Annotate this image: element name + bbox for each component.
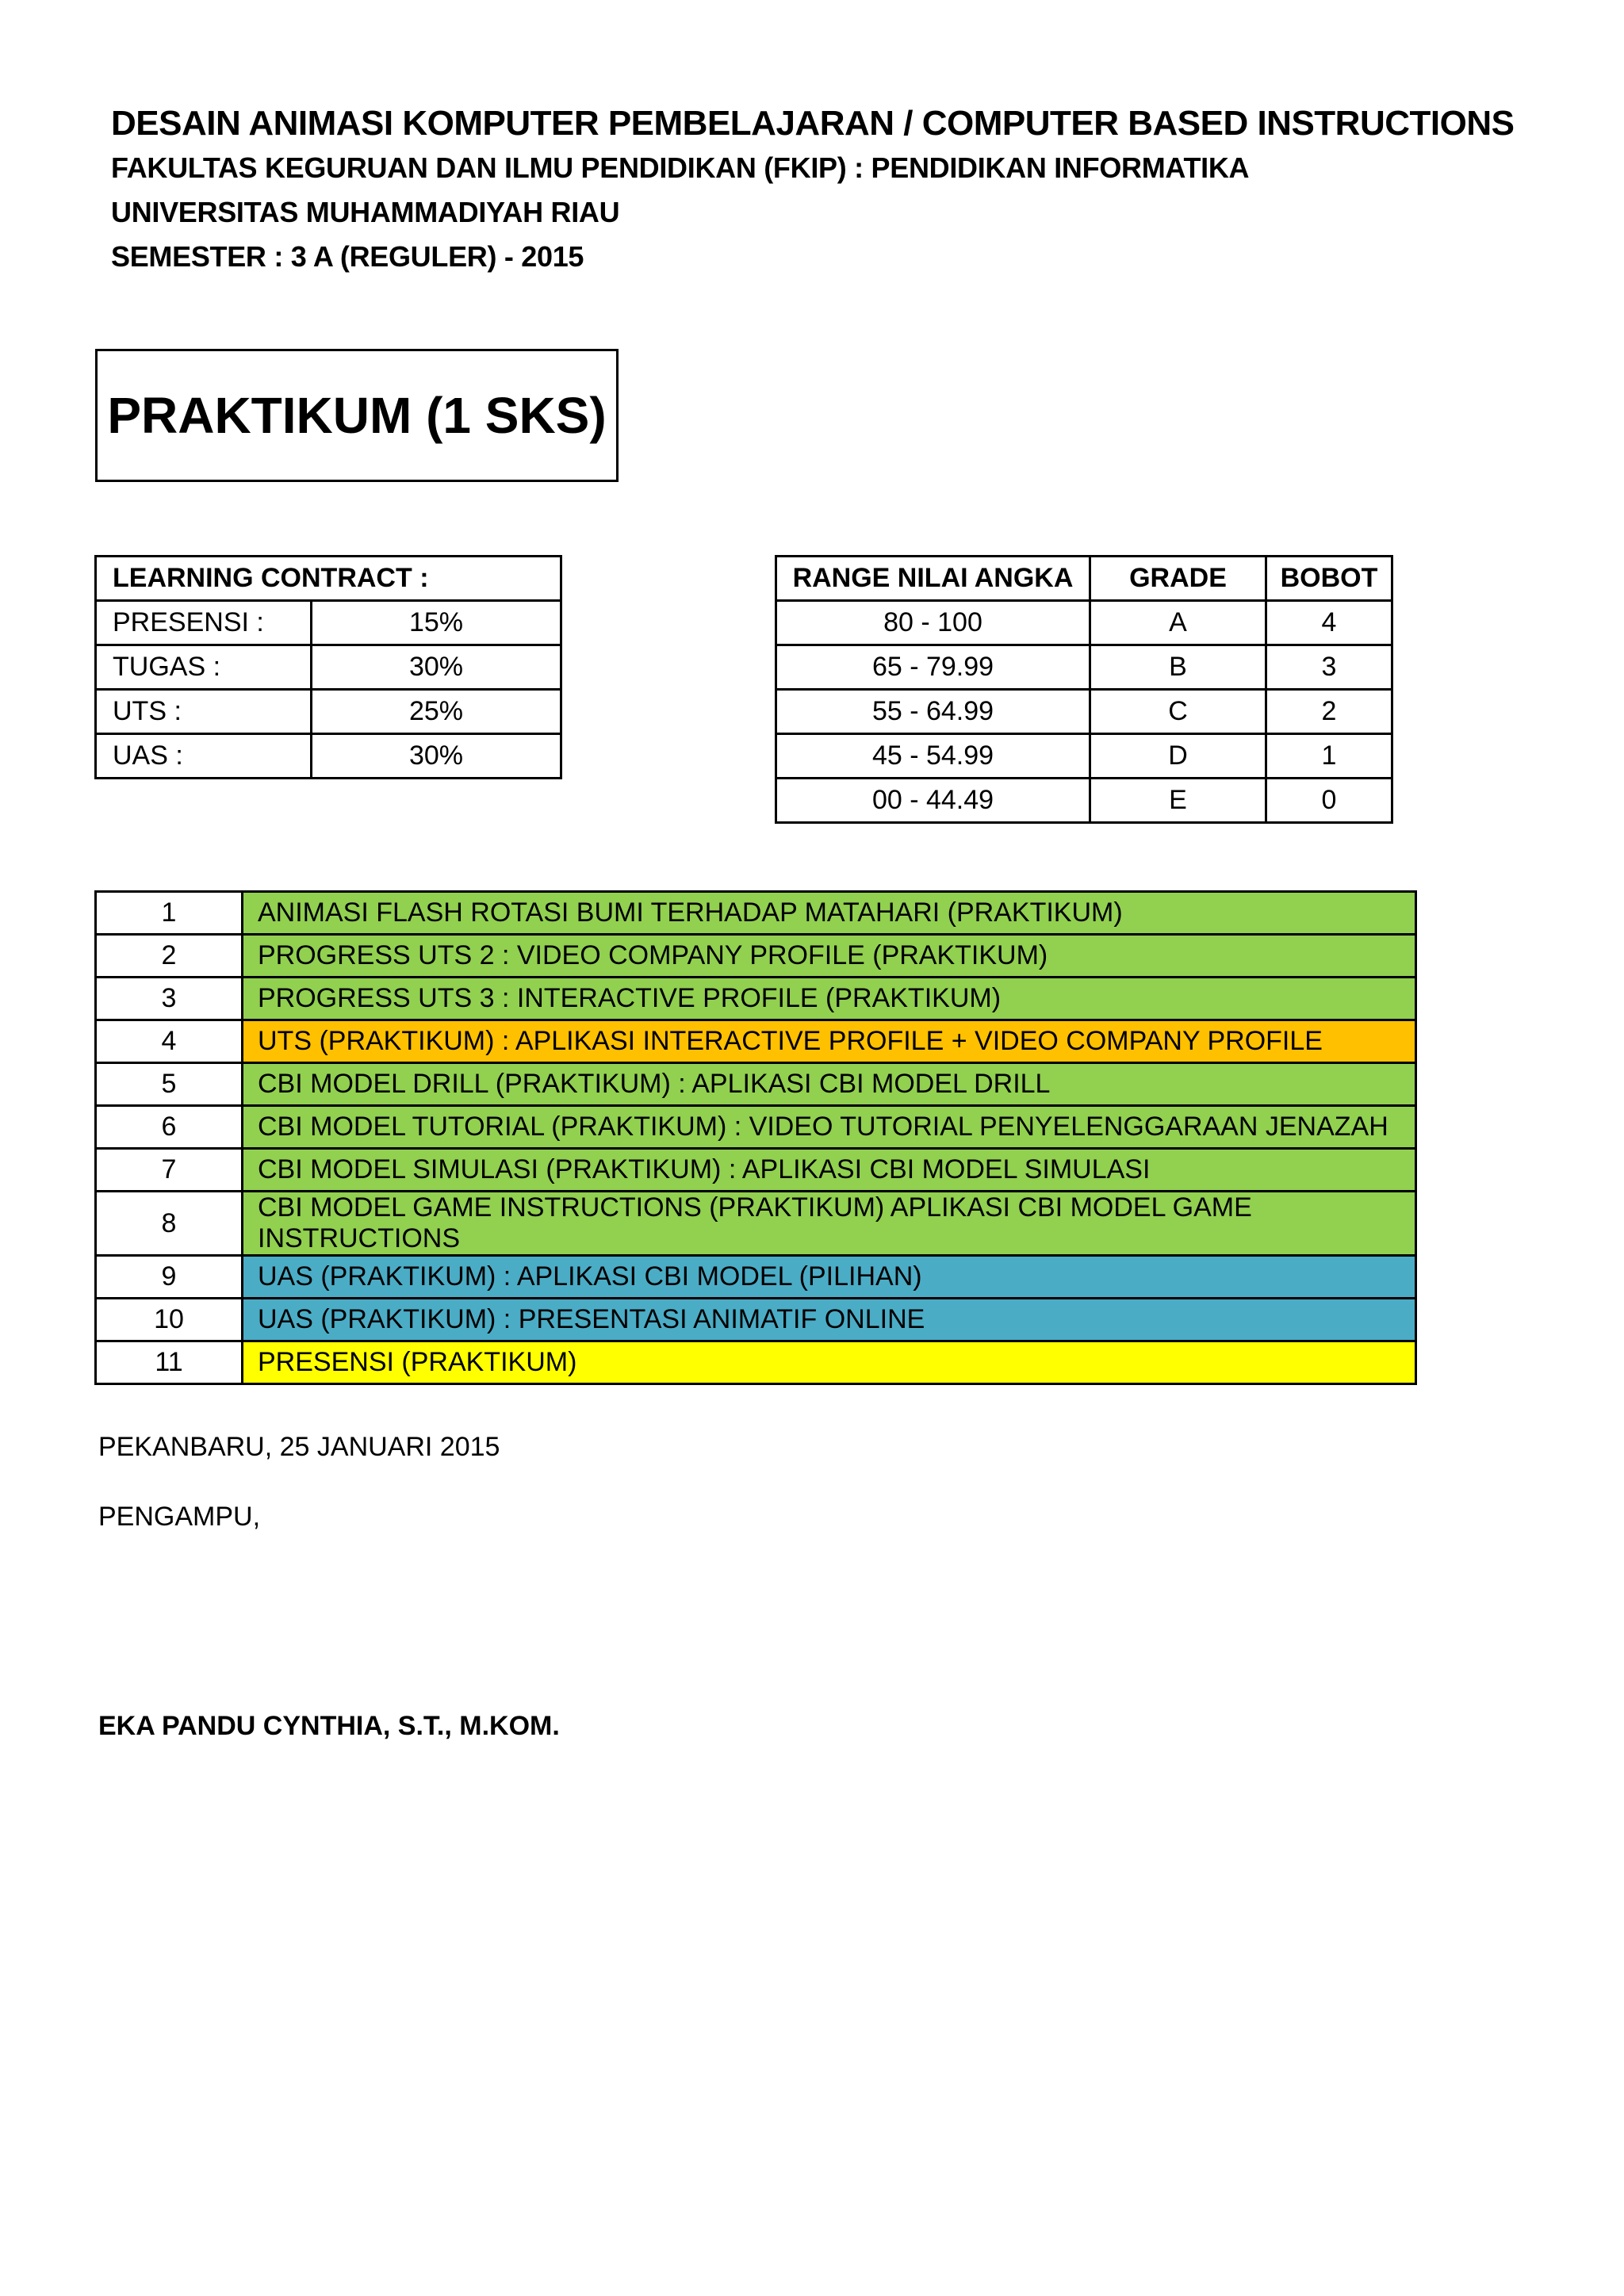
schedule-number: 7	[96, 1149, 243, 1192]
range-cell: 00 - 44.49	[776, 779, 1090, 823]
contract-value: 25%	[312, 690, 561, 734]
schedule-row	[96, 1020, 1416, 1063]
schedule-table	[94, 890, 1417, 1385]
bobot-header: BOBOT	[1266, 557, 1392, 601]
signature-title: PENGAMPU,	[98, 1502, 261, 1532]
schedule-row	[96, 1341, 1416, 1384]
range-cell: 65 - 79.99	[776, 645, 1090, 690]
university-line: UNIVERSITAS MUHAMMADIYAH RIAU	[111, 196, 620, 228]
praktikum-title-box	[95, 349, 619, 482]
range-cell: 55 - 64.99	[776, 690, 1090, 734]
praktikum-title: PRAKTIKUM (1 SKS)	[107, 387, 607, 444]
schedule-description: CBI MODEL GAME INSTRUCTIONS (PRAKTIKUM) APLIKASI CBI MODEL GAME INSTRUCTIONS	[243, 1192, 1416, 1256]
learning-contract-table	[94, 555, 562, 779]
contract-value: 30%	[312, 734, 561, 779]
schedule-description: ANIMASI FLASH ROTASI BUMI TERHADAP MATAHARI (PRAKTIKUM)	[243, 892, 1416, 935]
schedule-number: 1	[96, 892, 243, 935]
schedule-number: 2	[96, 935, 243, 978]
faculty-line: FAKULTAS KEGURUAN DAN ILMU PENDIDIKAN (FKIP) : PENDIDIKAN INFORMATIKA	[111, 151, 1250, 184]
schedule-description: UAS (PRAKTIKUM) : PRESENTASI ANIMATIF ONLINE	[243, 1299, 1416, 1341]
document-header	[111, 101, 1514, 279]
schedule-number: 3	[96, 978, 243, 1020]
grading-table	[775, 555, 1393, 824]
contract-label: PRESENSI :	[96, 601, 312, 645]
bobot-cell: 1	[1266, 734, 1392, 779]
grading-row	[776, 734, 1392, 779]
schedule-description: PROGRESS UTS 2 : VIDEO COMPANY PROFILE (PRAKTIKUM)	[243, 935, 1416, 978]
schedule-body	[96, 892, 1416, 1384]
signer-name: EKA PANDU CYNTHIA, S.T., M.KOM.	[98, 1711, 560, 1741]
schedule-number: 8	[96, 1192, 243, 1256]
schedule-description: CBI MODEL TUTORIAL (PRAKTIKUM) : VIDEO TUTORIAL PENYELENGGARAAN JENAZAH	[243, 1106, 1416, 1149]
bobot-cell: 2	[1266, 690, 1392, 734]
schedule-row	[96, 1149, 1416, 1192]
grade-cell: C	[1090, 690, 1266, 734]
contract-label: UAS :	[96, 734, 312, 779]
range-cell: 80 - 100	[776, 601, 1090, 645]
range-header: RANGE NILAI ANGKA	[776, 557, 1090, 601]
grade-cell: A	[1090, 601, 1266, 645]
schedule-description: PRESENSI (PRAKTIKUM)	[243, 1341, 1416, 1384]
schedule-description: UAS (PRAKTIKUM) : APLIKASI CBI MODEL (PILIHAN)	[243, 1256, 1416, 1299]
contract-label: UTS :	[96, 690, 312, 734]
schedule-row	[96, 1063, 1416, 1106]
course-title: DESAIN ANIMASI KOMPUTER PEMBELAJARAN / COMPUTER BASED INSTRUCTIONS	[111, 104, 1515, 143]
contract-row	[96, 645, 561, 690]
schedule-row	[96, 1106, 1416, 1149]
schedule-row	[96, 935, 1416, 978]
semester-line: SEMESTER : 3 A (REGULER) - 2015	[111, 240, 584, 273]
range-cell: 45 - 54.99	[776, 734, 1090, 779]
schedule-number: 6	[96, 1106, 243, 1149]
learning-contract-heading: LEARNING CONTRACT :	[96, 557, 561, 601]
grading-row	[776, 645, 1392, 690]
contract-row	[96, 690, 561, 734]
schedule-number: 4	[96, 1020, 243, 1063]
contract-value: 30%	[312, 645, 561, 690]
grading-row	[776, 601, 1392, 645]
grade-cell: D	[1090, 734, 1266, 779]
grading-header-row	[776, 557, 1392, 601]
bobot-cell: 0	[1266, 779, 1392, 823]
contract-label: TUGAS :	[96, 645, 312, 690]
schedule-row	[96, 892, 1416, 935]
schedule-description: PROGRESS UTS 3 : INTERACTIVE PROFILE (PRAKTIKUM)	[243, 978, 1416, 1020]
schedule-description: UTS (PRAKTIKUM) : APLIKASI INTERACTIVE PROFILE + VIDEO COMPANY PROFILE	[243, 1020, 1416, 1063]
schedule-number: 11	[96, 1341, 243, 1384]
schedule-description: CBI MODEL DRILL (PRAKTIKUM) : APLIKASI CBI MODEL DRILL	[243, 1063, 1416, 1106]
contract-value: 15%	[312, 601, 561, 645]
grade-cell: E	[1090, 779, 1266, 823]
schedule-row	[96, 1256, 1416, 1299]
bobot-cell: 3	[1266, 645, 1392, 690]
place-date: PEKANBARU, 25 JANUARI 2015	[98, 1432, 500, 1462]
contract-row	[96, 601, 561, 645]
schedule-row	[96, 1299, 1416, 1341]
schedule-row	[96, 1192, 1416, 1256]
schedule-number: 10	[96, 1299, 243, 1341]
grading-row	[776, 779, 1392, 823]
schedule-number: 5	[96, 1063, 243, 1106]
contract-row	[96, 734, 561, 779]
schedule-description: CBI MODEL SIMULASI (PRAKTIKUM) : APLIKASI CBI MODEL SIMULASI	[243, 1149, 1416, 1192]
grading-row	[776, 690, 1392, 734]
schedule-row	[96, 978, 1416, 1020]
grade-header: GRADE	[1090, 557, 1266, 601]
bobot-cell: 4	[1266, 601, 1392, 645]
grade-cell: B	[1090, 645, 1266, 690]
schedule-number: 9	[96, 1256, 243, 1299]
